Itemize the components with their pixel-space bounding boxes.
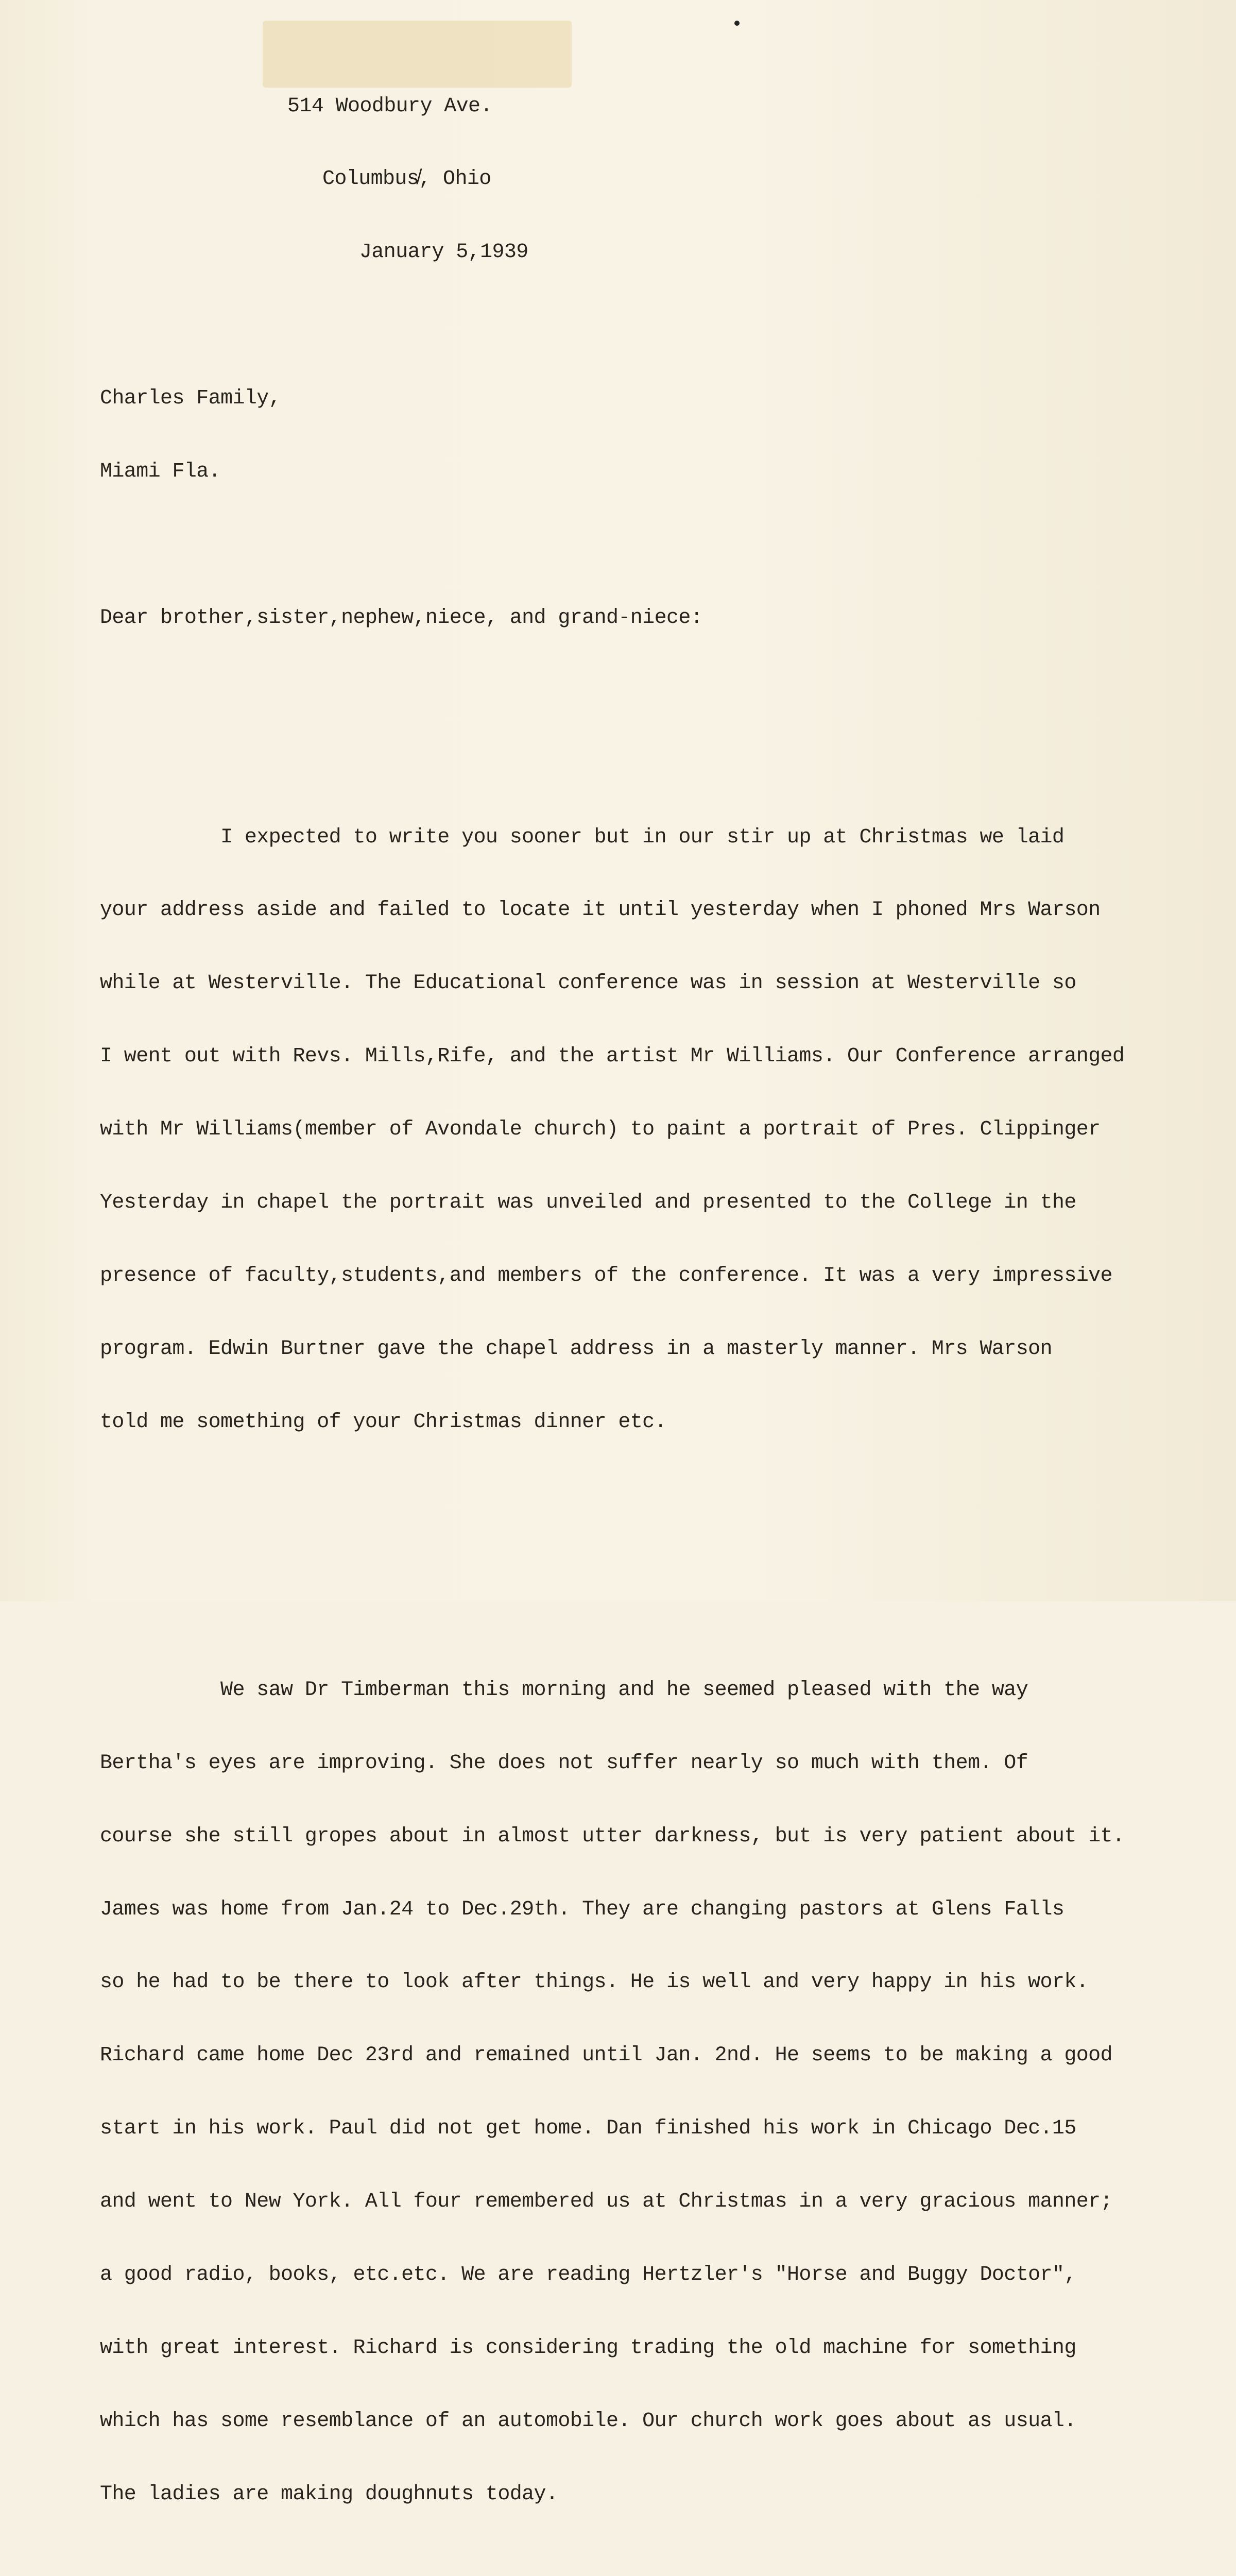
- text-line: I expected to write you sooner but in our stir up at Christmas we laid: [100, 825, 1065, 849]
- text-line: James was home from Jan.24 to Dec.29th. They are changing pastors at Glens Falls: [100, 1897, 1065, 1921]
- text-line: We saw Dr Timberman this morning and he seemed pleased with the way: [100, 1678, 1028, 1702]
- salutation: Dear brother,sister,nephew,niece, and grand-niece:: [100, 606, 703, 630]
- text-line: I went out with Revs. Mills,Rife, and the artist Mr Williams. Our Conference arranged: [100, 1045, 1125, 1069]
- text-line: with great interest. Richard is considering trading the old machine for something: [100, 2336, 1076, 2360]
- text-line: and went to New York. All four remembered us at Christmas in a very gracious manner;: [100, 2190, 1112, 2214]
- text-line: told me something of your Christmas dinner etc.: [100, 1410, 666, 1434]
- text-line: presence of faculty,students,and members of the conference. It was a very impressive: [100, 1264, 1112, 1287]
- text-line: so he had to be there to look after things. He is well and very happy in his work.: [100, 1971, 1089, 1994]
- text-line: your address aside and failed to locate it until yesterday when I phoned Mrs Warson: [100, 899, 1101, 922]
- text-line: which has some resemblance of an automobile. Our church work goes about as usual.: [100, 2409, 1076, 2433]
- recipient-place: Miami Fla.: [100, 460, 221, 484]
- ink-dot: [734, 21, 740, 26]
- text-line: course she still gropes about in almost utter darkness, but is very patient about it.: [100, 1824, 1125, 1848]
- text-line: Bertha's eyes are improving. She does not suffer nearly so much with them. Of: [100, 1751, 1028, 1775]
- recipient-name: Charles Family,: [100, 387, 281, 411]
- text-line: while at Westerville. The Educational conference was in session at Westerville so: [100, 972, 1076, 995]
- text-line: program. Edwin Burtner gave the chapel address in a masterly manner. Mrs Warson: [100, 1337, 1052, 1361]
- text-line: a good radio, books, etc.etc. We are reading Hertzler's "Horse and Buggy Doctor",: [100, 2263, 1076, 2287]
- paragraph-2: [100, 1629, 1151, 2555]
- text-line: with Mr Williams(member of Avondale church) to paint a portrait of Pres. Clippinger: [100, 1118, 1101, 1142]
- header-city: Columbus̸, Ohio: [322, 167, 491, 191]
- letter-body: [100, 45, 1151, 2576]
- header-street: 514 Woodbury Ave.: [287, 94, 492, 118]
- text-line: Richard came home Dec 23rd and remained until Jan. 2nd. He seems to be making a good: [100, 2044, 1112, 2067]
- text-line: start in his work. Paul did not get home. Dan finished his work in Chicago Dec.15: [100, 2117, 1076, 2141]
- paragraph-1: [100, 776, 1151, 1483]
- text-line: The ladies are making doughnuts today.: [100, 2482, 558, 2506]
- text-line: Yesterday in chapel the portrait was unveiled and presented to the College in the: [100, 1191, 1076, 1214]
- header-date: January 5,1939: [359, 241, 528, 264]
